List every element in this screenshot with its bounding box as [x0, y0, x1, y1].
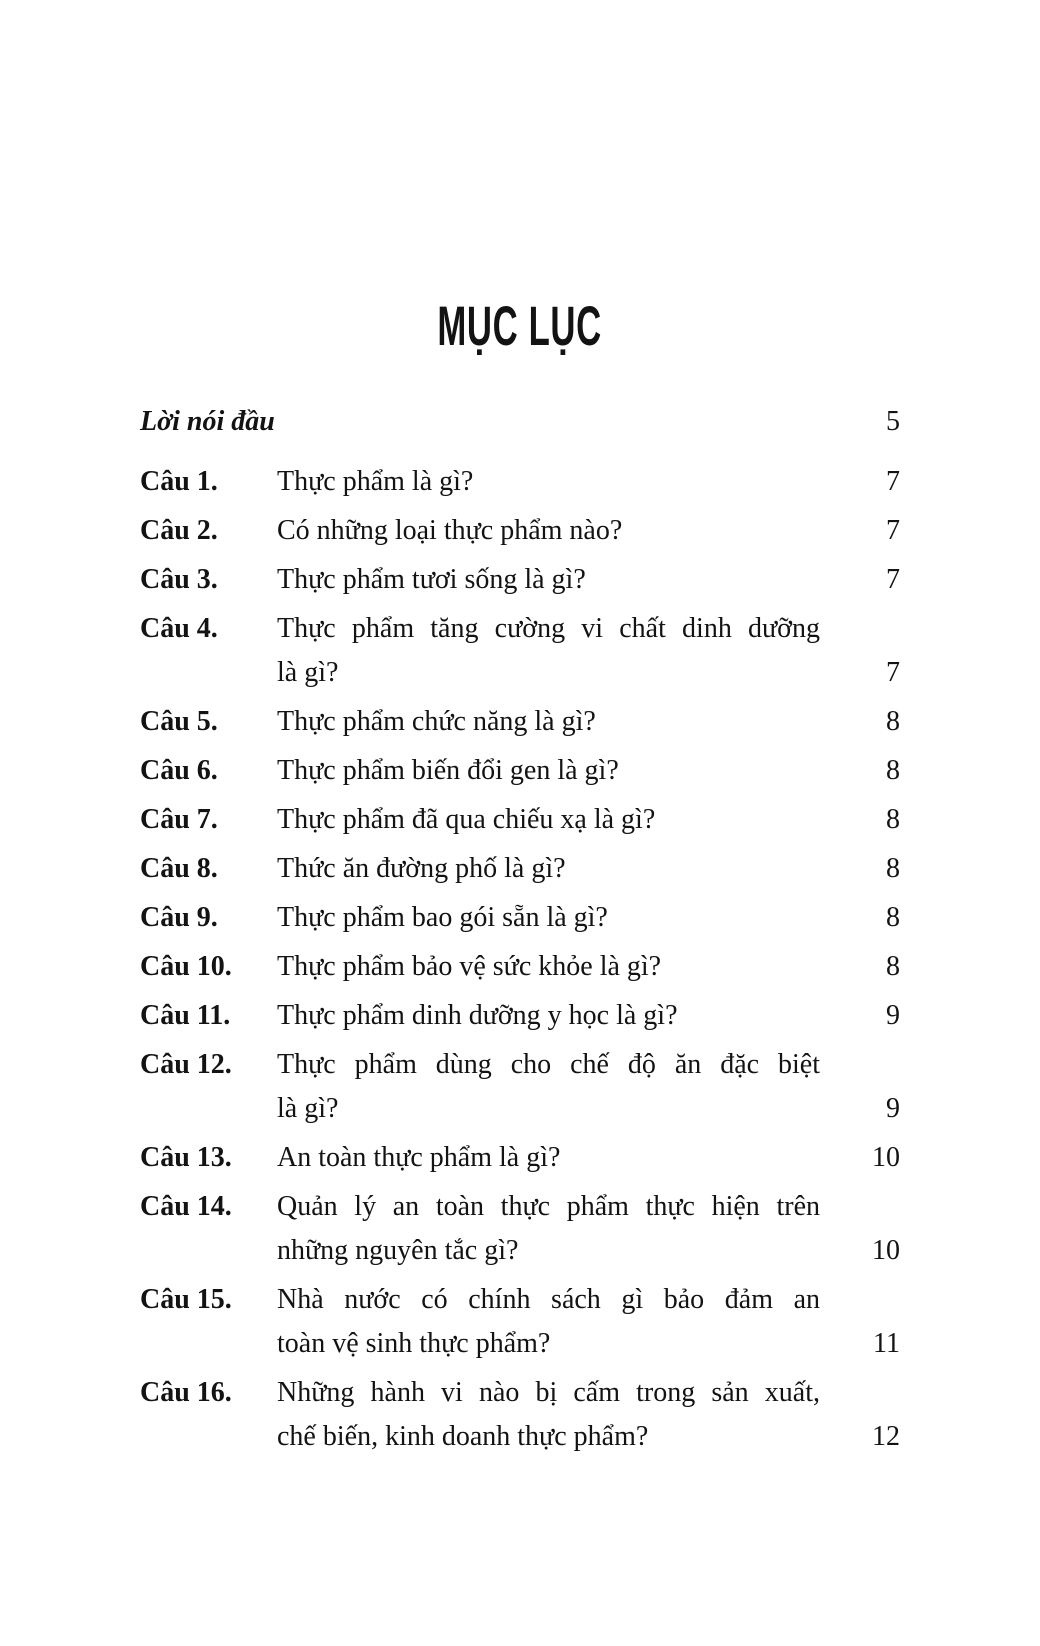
- toc-entry-title: [277, 558, 820, 602]
- toc-entry: [140, 700, 900, 744]
- toc-entry-title-line: Thực phẩm dinh dưỡng y học là gì?: [277, 1000, 678, 1031]
- toc-entry-title: [277, 798, 820, 842]
- toc-entry: [140, 994, 900, 1038]
- toc-entry-page-number: 12: [872, 1421, 900, 1452]
- toc-entry: [140, 798, 900, 842]
- toc-entry-label: Câu 8.: [140, 853, 218, 884]
- toc-entry-title-line: Thực phẩm là gì?: [277, 466, 474, 497]
- toc-entry-page-number: 8: [886, 902, 900, 933]
- toc-entry-label: Câu 1.: [140, 466, 218, 497]
- toc-entry-title-line: chế biến, kinh doanh thực phẩm?: [277, 1421, 649, 1452]
- toc-entry-label: Câu 4.: [140, 613, 218, 644]
- toc-entry: [140, 896, 900, 940]
- toc-entry-title-line: toàn vệ sinh thực phẩm?: [277, 1328, 551, 1359]
- toc-entry-label: Câu 10.: [140, 951, 232, 982]
- toc-entry-label: Câu 15.: [140, 1284, 232, 1315]
- toc-entry-label: Câu 12.: [140, 1049, 232, 1080]
- toc-preface-entry: [140, 400, 900, 444]
- toc-entry-title-line: Thực phẩm đã qua chiếu xạ là gì?: [277, 804, 656, 835]
- toc-entry-title: [277, 749, 820, 793]
- toc-entry-title: [277, 1185, 820, 1273]
- toc-entry: [140, 1278, 900, 1366]
- toc-entry-page-number: 7: [886, 657, 900, 688]
- toc-entry-title-line: là gì?: [277, 1093, 339, 1124]
- toc-entry-title-line: Những hành vi nào bị cấm trong sản xuất,: [277, 1377, 820, 1408]
- toc-entry-title: [277, 994, 820, 1038]
- toc-entry: [140, 460, 900, 504]
- toc-entry-page-number: 7: [886, 564, 900, 595]
- preface-page-number: 5: [886, 406, 900, 437]
- preface-label: Lời nói đầu: [140, 406, 275, 437]
- toc-entry-page-number: 8: [886, 951, 900, 982]
- toc-entry-page-number: 9: [886, 1093, 900, 1124]
- toc-entry-title: [277, 1136, 820, 1180]
- toc-entry: [140, 607, 900, 695]
- toc-entry-title: [277, 896, 820, 940]
- toc-entry: [140, 847, 900, 891]
- toc-entry-title-line: Thực phẩm tăng cường vi chất dinh dưỡng: [277, 613, 820, 644]
- toc-entry-title: [277, 700, 820, 744]
- toc-entry-page-number: 8: [886, 804, 900, 835]
- toc-entry-label: Câu 2.: [140, 515, 218, 546]
- toc-entry-label: Câu 14.: [140, 1191, 232, 1222]
- toc-entry-label: Câu 9.: [140, 902, 218, 933]
- toc-entry-title-line: những nguyên tắc gì?: [277, 1235, 519, 1266]
- toc-entry: [140, 509, 900, 553]
- title-wrap: [0, 0, 1040, 357]
- toc-entry-title-line: Thực phẩm dùng cho chế độ ăn đặc biệt: [277, 1049, 820, 1080]
- toc-entry-label: Câu 11.: [140, 1000, 231, 1031]
- toc-entry: [140, 945, 900, 989]
- toc-entry-title-line: Nhà nước có chính sách gì bảo đảm an: [277, 1284, 820, 1315]
- page-title: MỤC LỤC: [437, 294, 603, 357]
- toc-entry-label: Câu 16.: [140, 1377, 232, 1408]
- toc-entry-label: Câu 6.: [140, 755, 218, 786]
- toc-entry-page-number: 10: [872, 1235, 900, 1266]
- toc-entry-title-line: Thực phẩm bao gói sẵn là gì?: [277, 902, 608, 933]
- toc-entry-title-line: Thực phẩm bảo vệ sức khỏe là gì?: [277, 951, 662, 982]
- toc-entry-title-line: là gì?: [277, 657, 339, 688]
- toc-entry: [140, 558, 900, 602]
- toc-entry-title: [277, 945, 820, 989]
- toc-entry-title: [277, 1278, 820, 1366]
- toc-entry-label: Câu 7.: [140, 804, 218, 835]
- toc-entry-page-number: 10: [872, 1142, 900, 1173]
- toc-entry-page-number: 7: [886, 515, 900, 546]
- toc-entry-label: Câu 13.: [140, 1142, 232, 1173]
- toc-entry-title: [277, 509, 820, 553]
- toc-entry-page-number: 8: [886, 853, 900, 884]
- toc-entry-title: [277, 1371, 820, 1459]
- toc-entry-title: [277, 460, 820, 504]
- toc-entry-title-line: Quản lý an toàn thực phẩm thực hiện trên: [277, 1191, 820, 1222]
- toc-entry-title-line: Có những loại thực phẩm nào?: [277, 515, 623, 546]
- toc-entry-title-line: Thực phẩm chức năng là gì?: [277, 706, 596, 737]
- toc-entry-page-number: 8: [886, 755, 900, 786]
- toc-entry-label: Câu 5.: [140, 706, 218, 737]
- toc-entry-title-line: An toàn thực phẩm là gì?: [277, 1142, 561, 1173]
- toc-entry-title-line: Thức ăn đường phố là gì?: [277, 853, 566, 884]
- toc-entry-title-line: Thực phẩm biến đổi gen là gì?: [277, 755, 619, 786]
- toc-entry-page-number: 11: [873, 1328, 900, 1359]
- toc-entry-label: Câu 3.: [140, 564, 218, 595]
- toc-entry-page-number: 9: [886, 1000, 900, 1031]
- toc-entry: [140, 1136, 900, 1180]
- toc-entry: [140, 1043, 900, 1131]
- toc-entry-title-line: Thực phẩm tươi sống là gì?: [277, 564, 586, 595]
- toc-entry-page-number: 7: [886, 466, 900, 497]
- toc-entry-title: [277, 607, 820, 695]
- toc-entry: [140, 1185, 900, 1273]
- toc-entry: [140, 749, 900, 793]
- toc-entry: [140, 1371, 900, 1459]
- toc-entry-title: [277, 847, 820, 891]
- toc-entry-page-number: 8: [886, 706, 900, 737]
- toc-list: [140, 400, 900, 1459]
- toc-entry-title: [277, 1043, 820, 1131]
